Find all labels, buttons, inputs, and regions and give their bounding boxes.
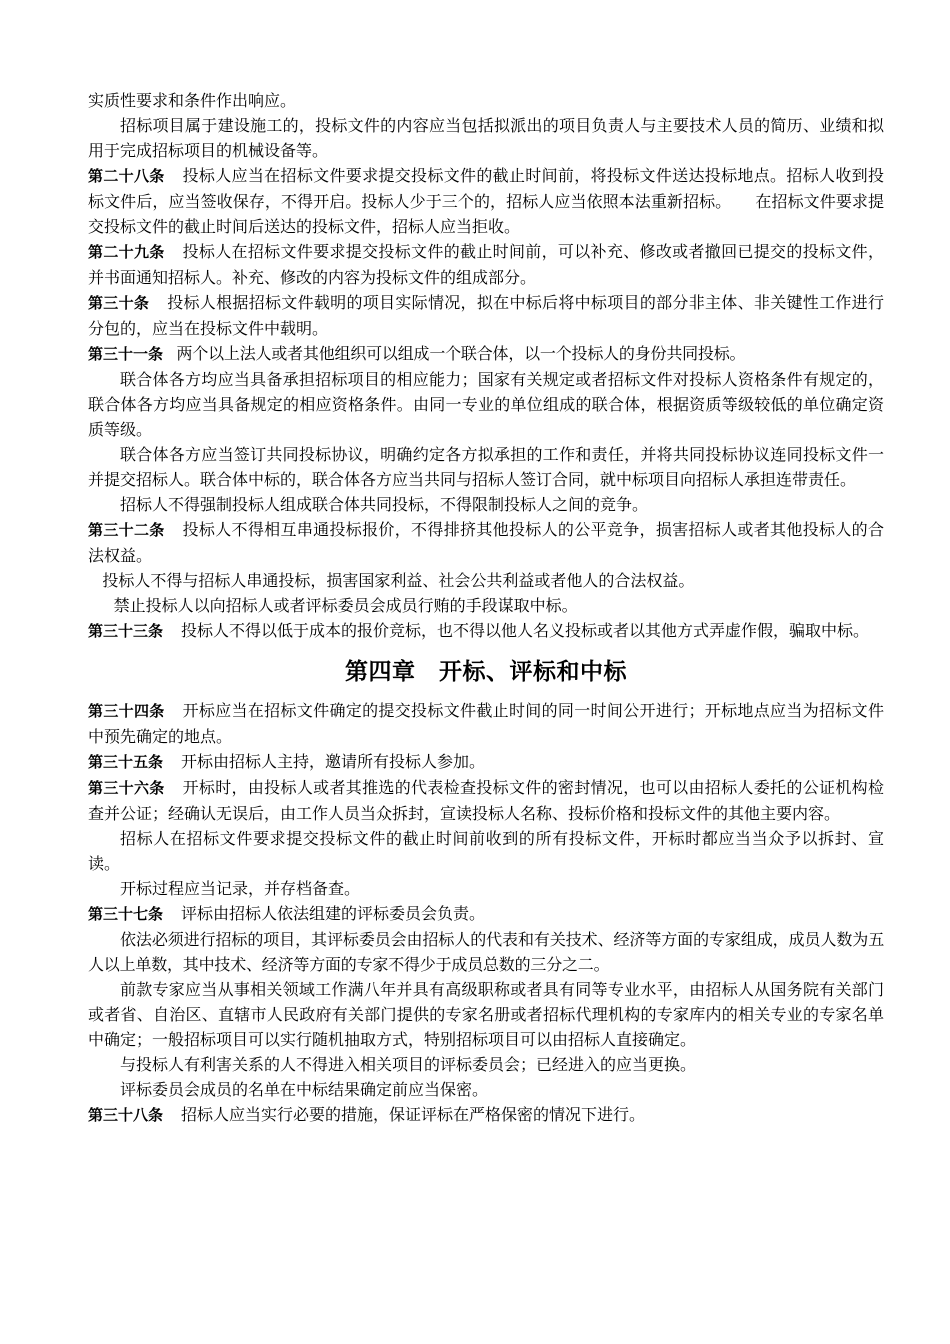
- article-text: 招标人应当实行必要的措施，保证评标在严格保密的情况下进行。: [181, 1105, 646, 1124]
- article-text: 开标应当在招标文件确定的提交投标文件截止时间的同一时间公开进行；开标地点应当为招标文件中预先确定的地点。: [88, 701, 884, 746]
- paragraph: 开标过程应当记录，并存档备查。: [120, 879, 361, 898]
- article-number: 第二十九条: [88, 243, 165, 261]
- article-number: 第三十八条: [88, 1106, 164, 1124]
- article-number: 第三十七条: [88, 905, 164, 923]
- paragraph: 联合体各方均应当具备承担招标项目的相应能力；国家有关规定或者招标文件对投标人资格条件有规定的，联合体各方均应当具备规定的相应资格条件。由同一专业的单位组成的联合体，根据资质等级较低的单位确定资质等级。: [88, 370, 884, 439]
- article-33: [88, 618, 884, 644]
- article-text: 两个以上法人或者其他组织可以组成一个联合体，以一个投标人的身份共同投标。: [176, 344, 746, 363]
- article-28: [88, 163, 884, 239]
- article-number: 第三十六条: [88, 779, 165, 797]
- paragraph: 招标人不得强制投标人组成联合体共同投标，不得限制投标人之间的竞争。: [120, 495, 649, 514]
- paragraph: 投标人不得与招标人串通投标，损害国家利益、社会公共利益或者他人的合法权益。: [102, 571, 695, 590]
- paragraph: 实质性要求和条件作出响应。: [88, 91, 297, 110]
- article-text: 开标时，由投标人或者其推选的代表检查投标文件的密封情况，也可以由招标人委托的公证机构检查并公证；经确认无误后，由工作人员当众拆封，宣读投标人名称、投标价格和投标文件的其他主要内容。: [88, 778, 884, 823]
- chapter-title: 第四章 开标、评标和中标: [345, 659, 627, 685]
- article-30: [88, 290, 884, 341]
- article-number: 第二十八条: [88, 167, 165, 185]
- article-number: 第三十一条: [88, 345, 164, 363]
- article-32: [88, 517, 884, 568]
- article-37: [88, 901, 884, 927]
- article-number: 第三十二条: [88, 521, 165, 539]
- article-29: [88, 239, 884, 290]
- article-text: 投标人不得以低于成本的报价竞标，也不得以他人名义投标或者以其他方式弄虚作假，骗取中标。: [181, 621, 870, 640]
- paragraph: 与投标人有利害关系的人不得进入相关项目的评标委员会；已经进入的应当更换。: [120, 1055, 697, 1074]
- article-text: 投标人根据招标文件载明的项目实际情况，拟在中标后将中标项目的部分非主体、非关键性工作进行分包的，应当在投标文件中载明。: [88, 293, 884, 338]
- paragraph: 禁止投标人以向招标人或者评标委员会成员行贿的手段谋取中标。: [113, 596, 578, 615]
- article-text: 投标人在招标文件要求提交投标文件的截止时间前，可以补充、修改或者撤回已提交的投标文件，并书面通知招标人。补充、修改的内容为投标文件的组成部分。: [88, 242, 884, 287]
- article-text: 投标人应当在招标文件要求提交投标文件的截止时间前，将投标文件送达投标地点。招标人收到投标文件后，应当签收保存，不得开启。投标人少于三个的，招标人应当依照本法重新招标。 在招标文件要求提交投标文件的截止时间后送达的投标文件，招标人应当拒收。: [88, 166, 884, 236]
- paragraph: 招标人在招标文件要求提交投标文件的截止时间前收到的所有投标文件，开标时都应当当众予以拆封、宣读。: [88, 829, 884, 873]
- document-page: [88, 88, 884, 1128]
- article-35: [88, 749, 884, 775]
- article-36: [88, 775, 884, 826]
- paragraph: 前款专家应当从事相关领域工作满八年并具有高级职称或者具有同等专业水平，由招标人从国务院有关部门或者省、自治区、直辖市人民政府有关部门提供的专家名册或者招标代理机构的专家库内的相关专业的专家名单中确定；一般招标项目可以实行随机抽取方式，特别招标项目可以由招标人直接确定。: [88, 980, 884, 1049]
- paragraph: 评标委员会成员的名单在中标结果确定前应当保密。: [120, 1080, 489, 1099]
- paragraph: 联合体各方应当签订共同投标协议，明确约定各方拟承担的工作和责任，并将共同投标协议连同投标文件一并提交招标人。联合体中标的，联合体各方应当共同与招标人签订合同，就中标项目向招标人承担连带责任。: [88, 445, 884, 489]
- article-31: [88, 341, 884, 367]
- article-number: 第三十三条: [88, 622, 164, 640]
- section-after-chapter: [88, 698, 884, 1128]
- article-38: [88, 1102, 884, 1128]
- article-number: 第三十条: [88, 294, 150, 312]
- article-number: 第三十五条: [88, 753, 164, 771]
- article-number: 第三十四条: [88, 702, 165, 720]
- section-before-chapter: [88, 88, 884, 644]
- article-text: 评标由招标人依法组建的评标委员会负责。: [181, 904, 486, 923]
- paragraph: 招标项目属于建设施工的，投标文件的内容应当包括拟派出的项目负责人与主要技术人员的简历、业绩和拟用于完成招标项目的机械设备等。: [88, 116, 884, 160]
- article-text: 投标人不得相互串通投标报价，不得排挤其他投标人的公平竞争，损害招标人或者其他投标人的合法权益。: [88, 520, 884, 565]
- article-text: 开标由招标人主持，邀请所有投标人参加。: [181, 752, 486, 771]
- article-34: [88, 698, 884, 749]
- paragraph: 依法必须进行招标的项目，其评标委员会由招标人的代表和有关技术、经济等方面的专家组成，成员人数为五人以上单数，其中技术、经济等方面的专家不得少于成员总数的三分之二。: [88, 930, 884, 974]
